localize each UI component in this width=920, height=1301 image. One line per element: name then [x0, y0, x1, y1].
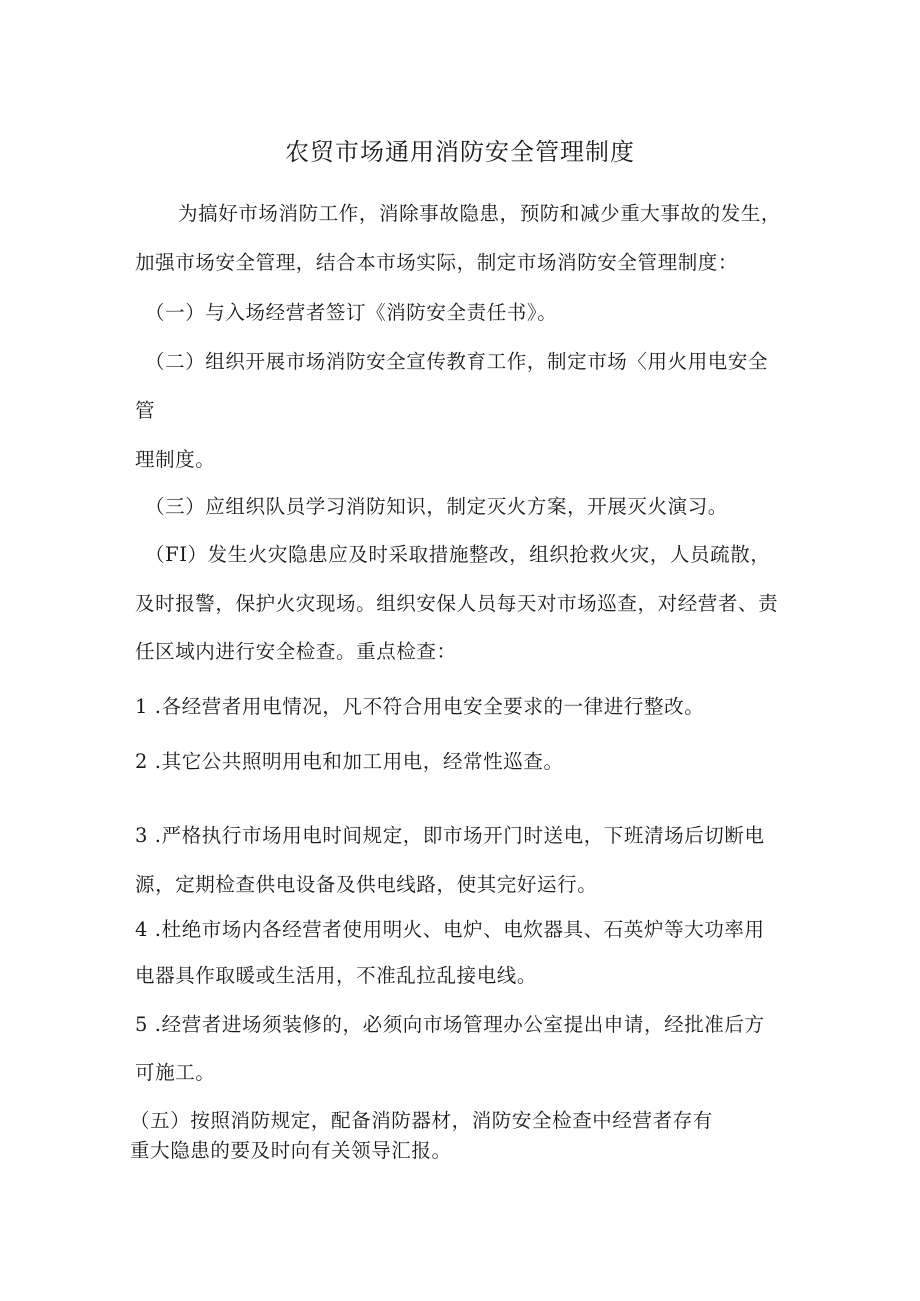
section-5-line-1: （五）按照消防规定，配备消防器材，消防安全检查中经营者存有: [130, 1109, 713, 1132]
list-item-1: 1 .各经营者用电情况，凡不符合用电安全要求的一律进行整改。: [135, 695, 705, 718]
list-item-2: 2 .其它公共照明用电和加工用电，经常性巡查。: [135, 750, 564, 773]
list-item-4-line-2: 电器具作取暖或生活用，不准乱拉乱接电线。: [135, 964, 538, 987]
section-4-line-1: （FI）发生火灾隐患应及时采取措施整改，组织抢救火灾，人员疏散，: [145, 543, 771, 566]
section-1: （一）与入场经营者签订《消防安全责任书》。: [145, 301, 558, 324]
list-item-5-line-2: 可施工。: [135, 1061, 216, 1084]
list-item-5-line-1: 5 .经营者进场须装修的，必须向市场管理办公室提出申请，经批准后方: [135, 1013, 765, 1036]
section-5-line-2: 重大隐患的要及时向有关领导汇报。: [130, 1139, 452, 1162]
intro-line-2: 加强市场安全管理，结合本市场实际，制定市场消防安全管理制度：: [135, 251, 739, 274]
intro-line-1: 为搞好市场消防工作，消除事故隐患，预防和减少重大事故的发生，: [178, 202, 782, 225]
section-2-line-3: 理制度。: [135, 448, 216, 471]
section-4-line-3: 任区域内进行安全检查。重点检查：: [135, 640, 457, 663]
section-2-line-2: 管: [135, 399, 156, 422]
list-item-3-line-2: 源，定期检查供电设备及供电线路，使其完好运行。: [135, 873, 598, 896]
page-title: 农贸市场通用消防安全管理制度: [285, 138, 635, 166]
list-item-4-line-1: 4 .杜绝市场内各经营者使用明火、电炉、电炊器具、石英炉等大功率用: [135, 918, 765, 941]
list-item-3-line-1: 3 .严格执行市场用电时间规定，即市场开门时送电，下班清场后切断电: [135, 824, 765, 847]
section-2-line-1: （二）组织开展市场消防安全宣传教育工作，制定市场〈用火用电安全: [145, 350, 769, 373]
section-4-line-2: 及时报警，保护火灾现场。组织安保人员每天对市场巡查，对经营者、责: [135, 592, 779, 615]
section-3: （三）应组织队员学习消防知识，制定灭火方案，开展灭火演习。: [145, 495, 728, 518]
